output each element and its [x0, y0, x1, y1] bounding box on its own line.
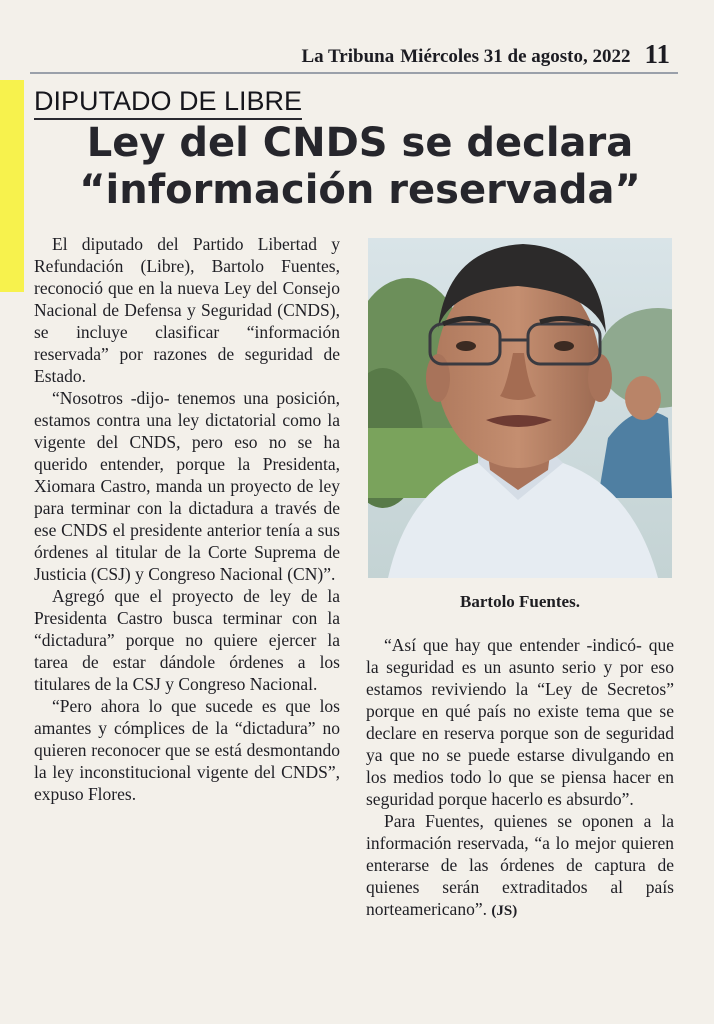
- headline-line-2: “información reservada”: [79, 167, 641, 213]
- paragraph: Agregó que el proyecto de ley de la Presidenta Castro busca terminar con la “dictadura” porque no quiere ejercer la tarea de estar dándole órdenes a los titulares de la CSJ y Congreso Nacional.: [34, 586, 340, 694]
- article-kicker: DIPUTADO DE LIBRE: [34, 86, 302, 120]
- highlighter-mark: [0, 80, 24, 292]
- portrait-photo: [368, 238, 672, 578]
- issue-date: Miércoles 31 de agosto, 2022: [400, 46, 631, 67]
- author-signature: (JS): [491, 903, 518, 919]
- paragraph: [366, 810, 674, 922]
- paragraph-text: Para Fuentes, quienes se oponen a la información reservada, “a lo mejor quieren enterarse de las órdenes de captura de quienes serán extraditados al país norteamericano”.: [366, 811, 674, 919]
- article-right-column: [366, 634, 674, 922]
- paragraph: “Pero ahora lo que sucede es que los amantes y cómplices de la “dictadura” no quieren reconocer que se está desmontando la ley inconstitucional vigente del CNDS”, expuso Flores.: [34, 696, 340, 804]
- paragraph: “Nosotros -dijo- tenemos una posición, estamos contra una ley dictatorial como la vigente del CNDS, pero eso no se ha querido entender, porque la Presidenta, Xiomara Castro, manda un proyecto de ley para terminar con la dictadura a través de ese CNDS el presidente anterior tenía a sus órdenes al titular de la Corte Suprema de Justicia (CSJ) y Congreso Nacional (CN)”.: [34, 388, 340, 584]
- page-number: 11: [644, 39, 670, 69]
- article-left-column: [34, 233, 340, 805]
- article-headline: [30, 120, 690, 214]
- masthead: [190, 34, 670, 68]
- headline-line-1: Ley del CNDS se declara: [86, 120, 634, 166]
- paragraph: El diputado del Partido Libertad y Refundación (Libre), Bartolo Fuentes, reconoció que en la nueva Ley del Consejo Nacional de Defensa y Seguridad (CNDS), se incluye clasificar “información reservada” por razones de seguridad de Estado.: [34, 234, 340, 386]
- portrait-illustration: [368, 238, 672, 578]
- newspaper-brand: La Tribuna: [301, 46, 395, 67]
- masthead-rule: [30, 72, 678, 74]
- photo-caption: Bartolo Fuentes.: [460, 592, 580, 611]
- paragraph: “Así que hay que entender -indicó- que la seguridad es un asunto serio y por eso estamos reviviendo la “Ley de Secretos” porque en qué país no existe tema que se declare en reserva porque son de seguridad ya que no se puede estarse divulgando en los medios todo lo que se piensa hacer en seguridad porque hacerlo es absurdo”.: [366, 635, 674, 809]
